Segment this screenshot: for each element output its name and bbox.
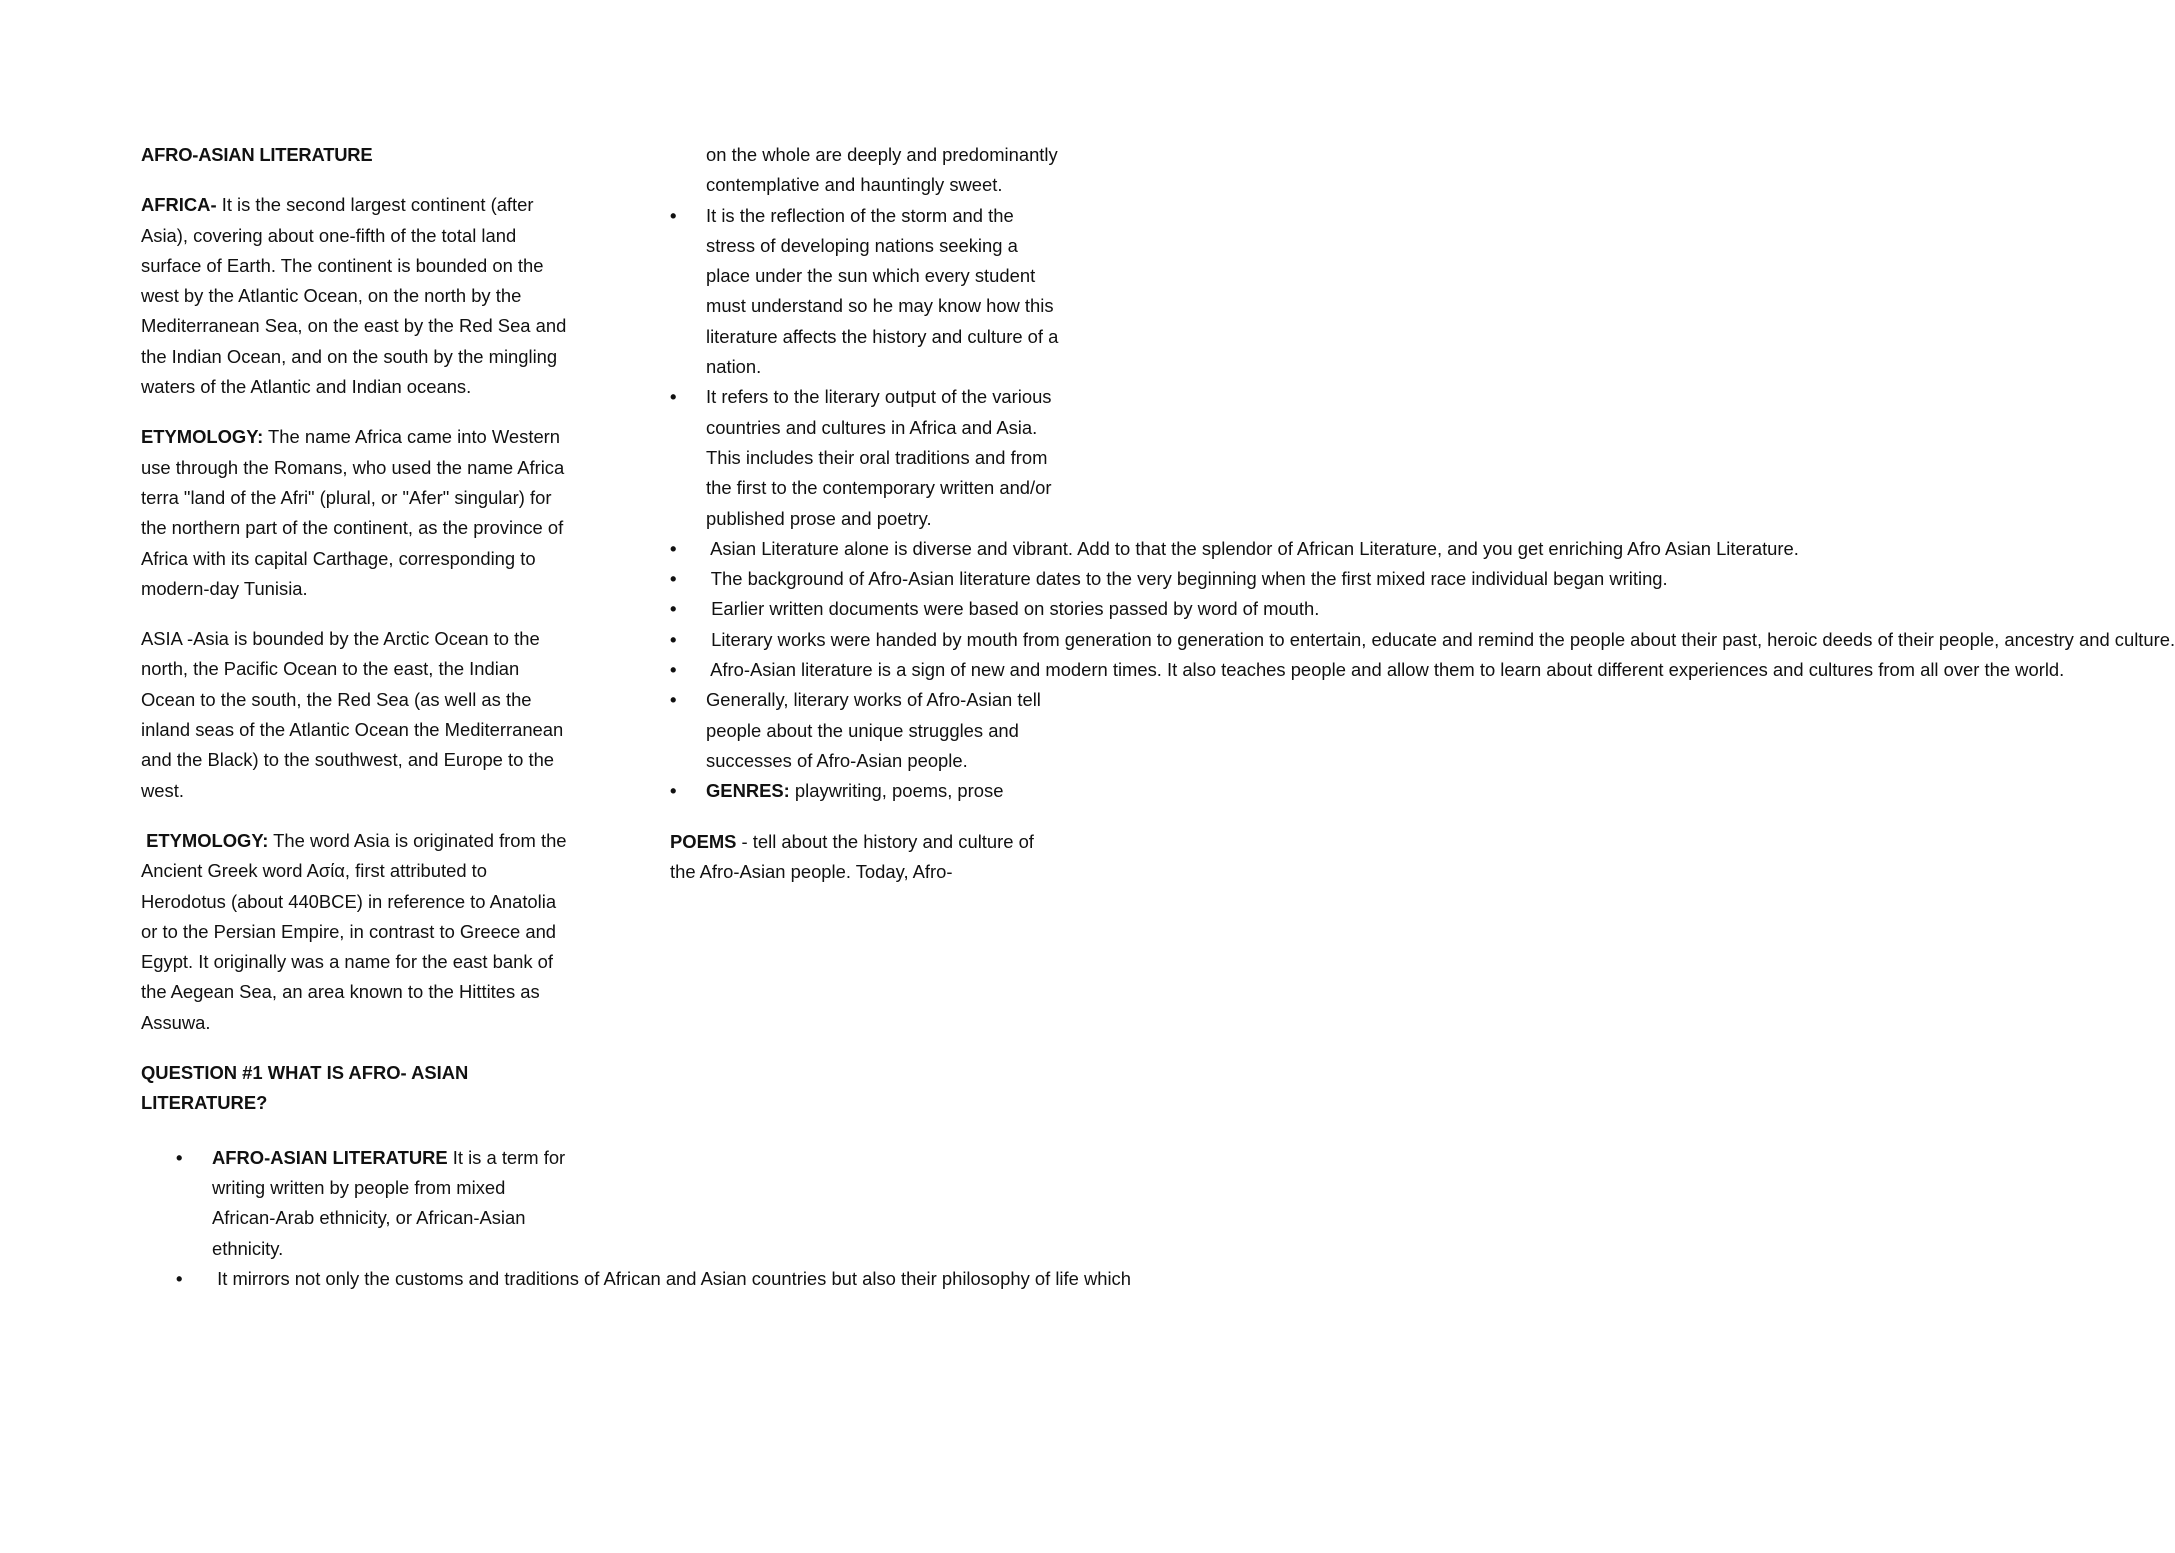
list-item-text: It is the reflection of the storm and the stress of developing nations seeking a place under the sun which every student must understand so he may know how this literature affects the history and culture of a nation.	[706, 204, 1059, 378]
africa-etymology-paragraph	[141, 422, 571, 604]
list-item	[706, 594, 1320, 624]
left-bullet-list	[212, 1143, 1131, 1294]
list-item-text: It is a term for writing written by people from mixed African-Arab ethnicity, or African-Asian ethnicity.	[212, 1146, 566, 1259]
poems-text: - tell about the history and culture of the Afro-Asian people. Today, Afro-	[670, 830, 1034, 882]
list-item	[706, 776, 1062, 806]
africa-text: It is the second largest continent (after Asia), covering about one-fifth of the total land surface of Earth. The continent is bounded on the west by the Atlantic Ocean, on the north by the Mediterranean Sea, on the east by the Red Sea and the Indian Ocean, and on the south by the mingling waters of the Atlantic and Indian oceans.	[141, 194, 567, 398]
list-item	[212, 1264, 1131, 1294]
list-item	[706, 685, 1062, 776]
genres-text: playwriting, poems, prose	[789, 780, 1004, 802]
list-item-text: Asian Literature alone is diverse and vibrant. Add to that the splendor of African Literature, and you get enriching Afro Asian Literature.	[706, 537, 1799, 559]
list-item-lead: AFRO-ASIAN LITERATURE	[212, 1146, 448, 1168]
list-item-text: It mirrors not only the customs and traditions of African and Asian countries but also their philosophy of life which	[212, 1267, 1131, 1289]
asia-paragraph: ASIA -Asia is bounded by the Arctic Ocean to the north, the Pacific Ocean to the east, the Indian Ocean to the south, the Red Sea (as well as the inland seas of the Atlantic Ocean the Mediterranean and the Black) to the southwest, and Europe to the west.	[141, 628, 564, 801]
list-item	[706, 534, 1799, 564]
list-item	[706, 655, 2065, 685]
list-item-text: Literary works were handed by mouth from generation to generation to entertain, educate and remind the people about their past, heroic deeds of their people, ancestry and culture.	[706, 628, 2175, 650]
africa-paragraph	[141, 190, 571, 402]
list-item-continuation	[706, 140, 1062, 201]
africa-etymology-lead: ETYMOLOGY:	[141, 426, 264, 448]
list-item	[706, 382, 1062, 533]
genres-lead: GENRES:	[706, 780, 790, 802]
list-item-text: It refers to the literary output of the various countries and cultures in Africa and Asia. This includes their oral traditions and from the first to the contemporary written and/or published prose and poetry.	[706, 386, 1052, 529]
list-item-text: Earlier written documents were based on stories passed by word of mouth.	[706, 598, 1320, 620]
list-item	[212, 1143, 571, 1264]
asia-etymology-lead: ETYMOLOGY:	[141, 829, 269, 851]
list-item	[706, 201, 1062, 383]
list-item-text: Afro-Asian literature is a sign of new and modern times. It also teaches people and allow them to learn about different experiences and cultures from all over the world.	[706, 659, 2065, 681]
poems-paragraph	[670, 827, 1062, 888]
poems-lead: POEMS	[670, 830, 737, 852]
list-item	[706, 564, 1668, 594]
question-heading: QUESTION #1 WHAT IS AFRO- ASIAN LITERATURE?	[141, 1062, 469, 1114]
list-item	[706, 625, 2175, 655]
asia-etymology-paragraph	[141, 826, 571, 1038]
list-item-text: The background of Afro-Asian literature dates to the very beginning when the first mixed race individual began writing.	[706, 568, 1668, 590]
continuation-text: on the whole are deeply and predominantly contemplative and hauntingly sweet.	[706, 144, 1058, 196]
asia-etymology-text: The word Asia is originated from the Ancient Greek word Aσία, first attributed to Herodotus (about 440BCE) in reference to Anatolia or to the Persian Empire, in contrast to Greece and Egypt. It originally was a name for the east bank of the Aegean Sea, an area known to the Hittites as Assuwa.	[141, 829, 567, 1033]
document-title: AFRO-ASIAN LITERATURE	[141, 144, 373, 165]
right-column	[670, 140, 2175, 887]
right-bullet-list	[706, 140, 2175, 807]
africa-lead: AFRICA-	[141, 194, 222, 216]
africa-etymology-text: The name Africa came into Western use through the Romans, who used the name Africa terra "land of the Afri" (plural, or "Afer" singular) for the northern part of the continent, as the province of Africa with its capital Carthage, corresponding to modern-day Tunisia.	[141, 426, 565, 599]
list-item-text: Generally, literary works of Afro-Asian tell people about the unique struggles and successes of Afro-Asian people.	[706, 689, 1041, 771]
